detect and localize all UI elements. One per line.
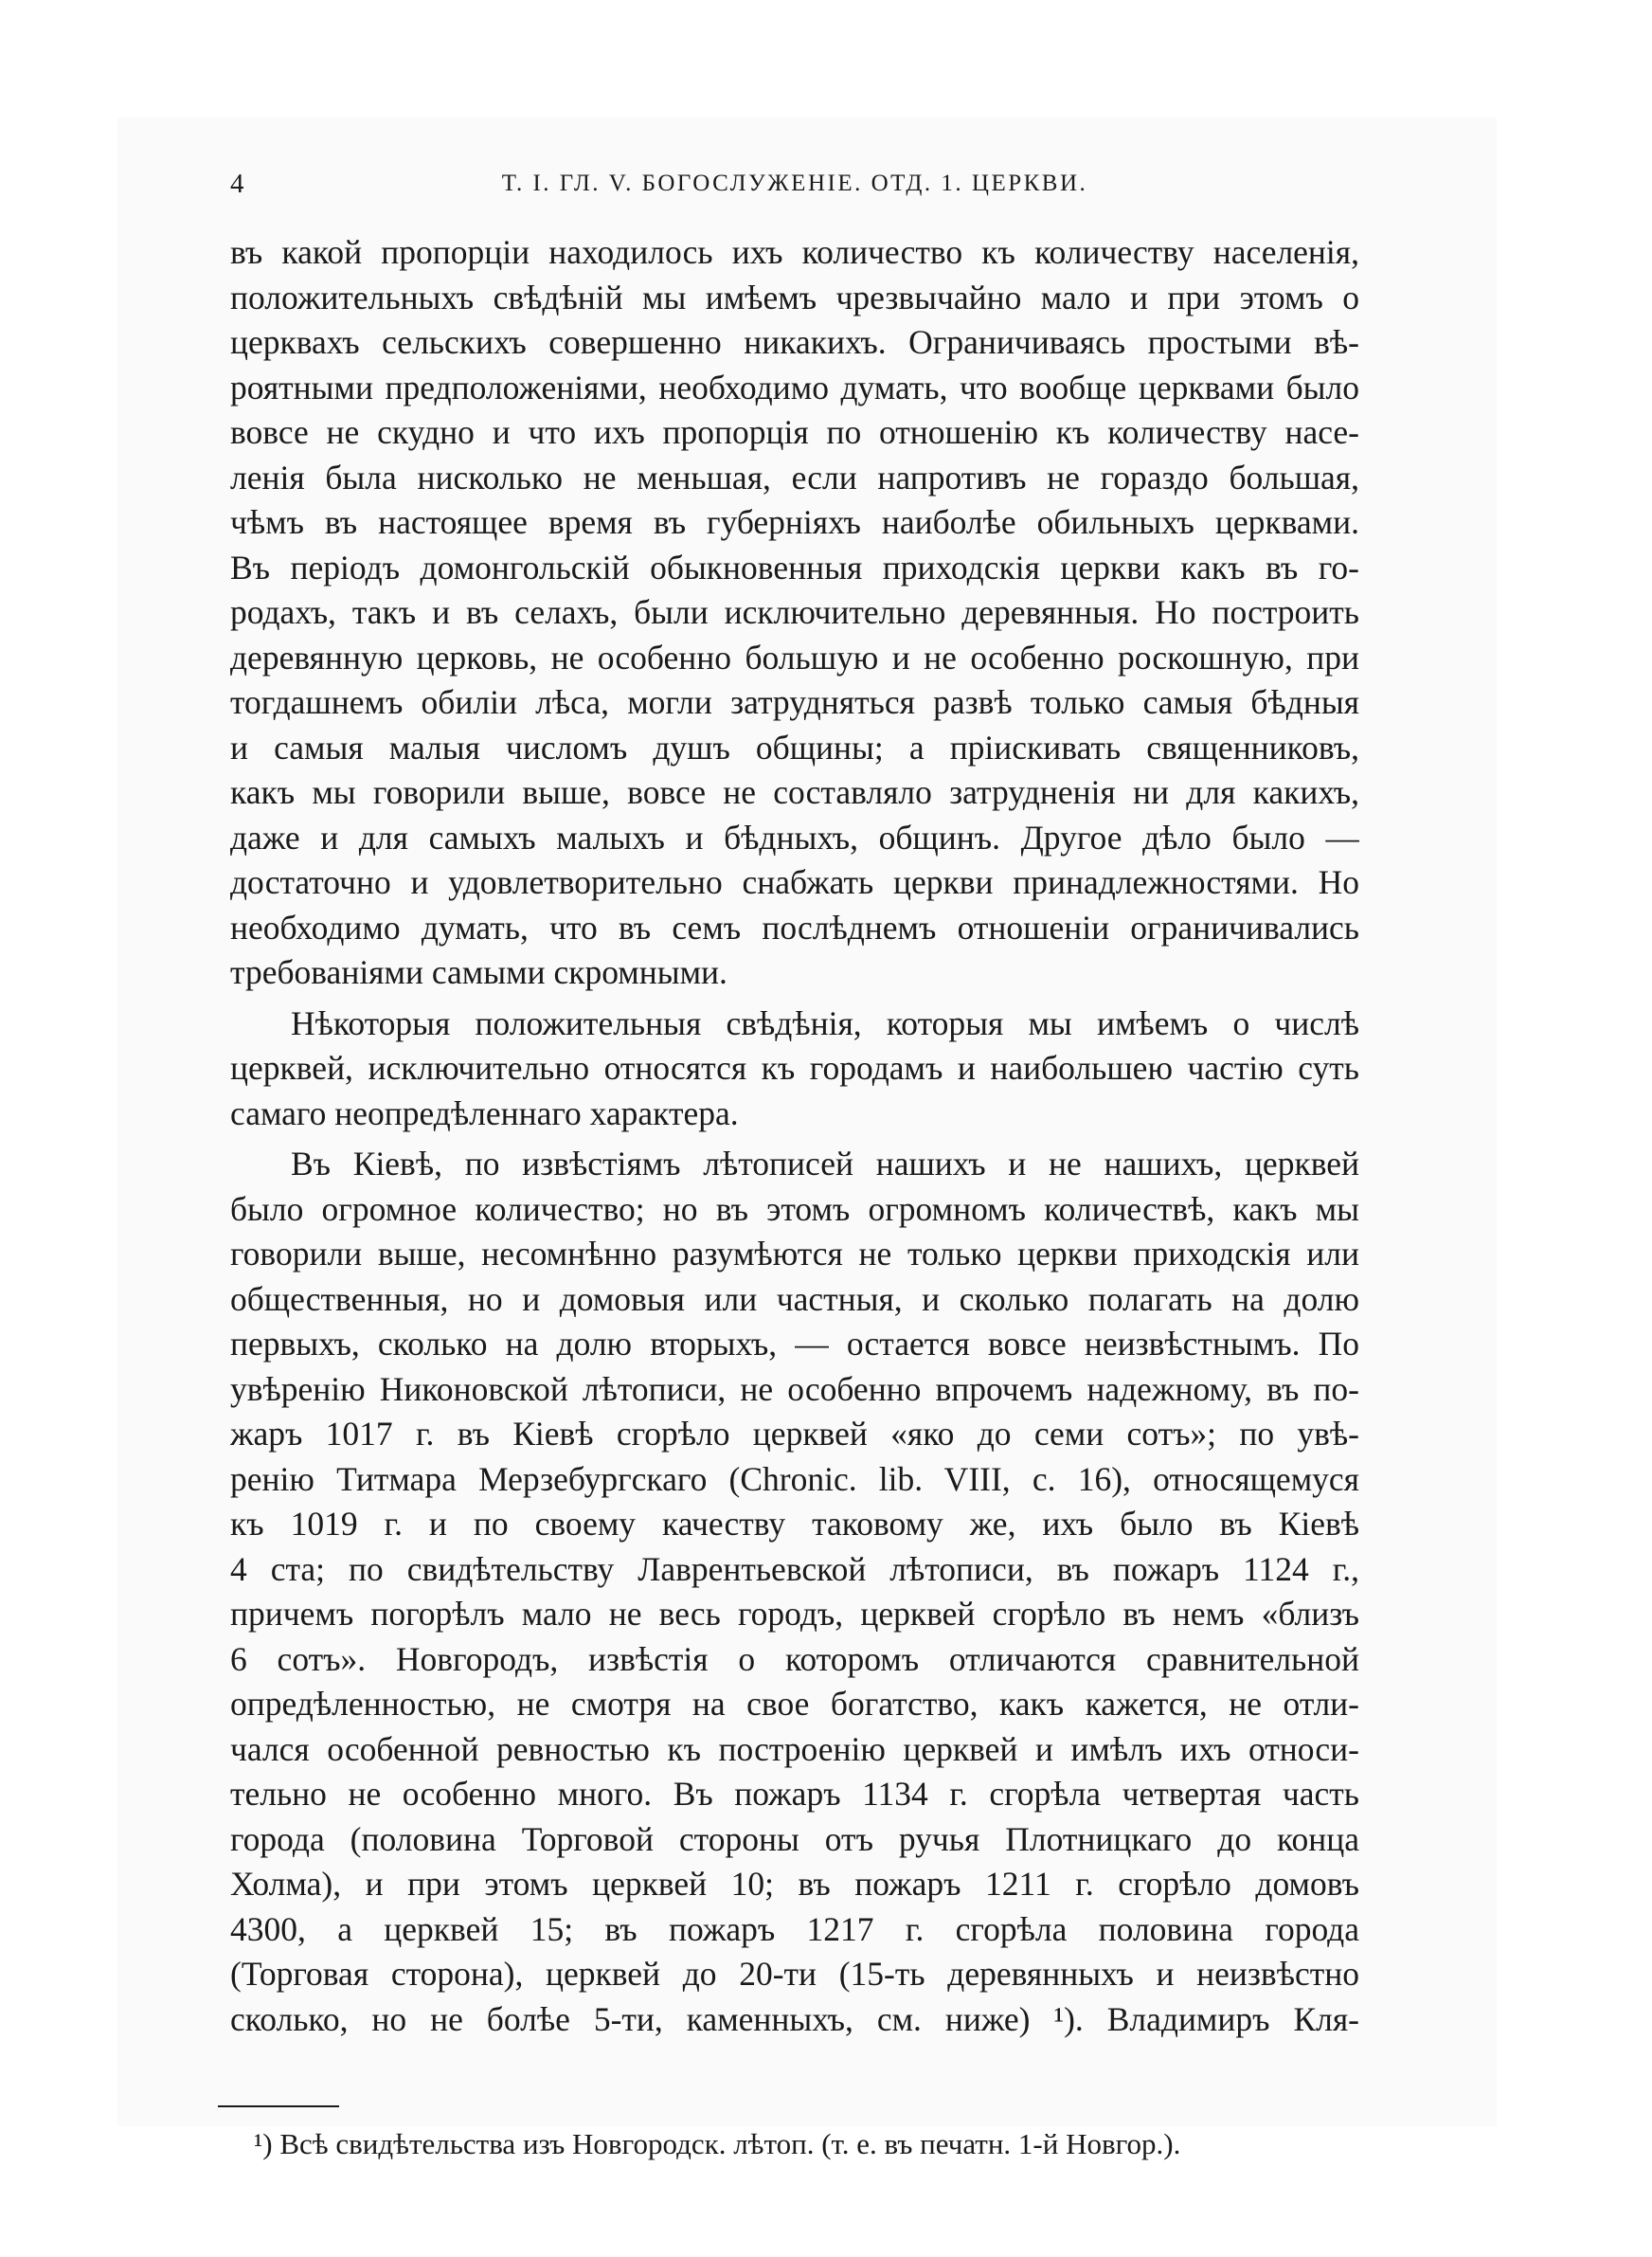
text-line: жаръ 1017 г. въ Кіевѣ сгорѣло церквей «яко до семи сотъ»; по увѣ- (230, 1415, 1359, 1453)
text-line: было огромное количество; но въ этомъ огромномъ количествѣ, какъ мы (230, 1189, 1359, 1228)
page-header (230, 169, 1359, 207)
footnote (254, 2127, 1362, 2161)
text-line: вовсе не скудно и что ихъ пропорція по отношенію къ количеству насе- (230, 413, 1359, 451)
text-line: достаточно и удовлетворительно снабжать церкви принадлежностями. Но (230, 863, 1359, 901)
text-line: въ какой пропорціи находилось ихъ количество къ количеству населенія, (230, 233, 1359, 271)
text-line: положительныхъ свѣдѣній мы имѣемъ чрезвычайно мало и при этомъ о (230, 278, 1359, 316)
text-line: Въ Кіевѣ, по извѣстіямъ лѣтописей нашихъ и не нашихъ, церквей (291, 1145, 1359, 1183)
text-line: самаго неопредѣленнаго характера. (230, 1093, 739, 1132)
text-line: Холма), и при этомъ церквей 10; въ пожаръ 1211 г. сгорѣло домовъ (230, 1865, 1359, 1903)
text-line: тельно не особенно много. Въ пожаръ 1134 г. сгорѣла четвертая часть (230, 1775, 1359, 1813)
text-line: ренію Титмара Мерзебургскаго (Chronic. lib. VIII, c. 16), относящемуся (230, 1459, 1359, 1498)
text-line: церквахъ сельскихъ совершенно никакихъ. Ограничиваясь простыми вѣ- (230, 323, 1359, 361)
text-line: ленія была нисколько не меньшая, если напротивъ не гораздо большая, (230, 458, 1359, 497)
paragraph-1 (230, 230, 1359, 996)
text-line: чѣмъ въ настоящее время въ губерніяхъ наиболѣе обильныхъ церквами. (230, 503, 1359, 541)
paragraph-2 (230, 1002, 1359, 1137)
text-line: первыхъ, сколько на долю вторыхъ, — остается вовсе неизвѣстнымъ. По (230, 1325, 1359, 1363)
page-number: 4 (230, 169, 244, 199)
text-line: какъ мы говорили выше, вовсе не составляло затрудненія ни для какихъ, (230, 773, 1359, 811)
text-line: общественныя, но и домовыя или частныя, и сколько полагать на долю (230, 1279, 1359, 1318)
text-line: говорили выше, несомнѣнно разумѣются не только церкви приходскія или (230, 1235, 1359, 1273)
text-line: деревянную церковь, не особенно большую и не особенно роскошную, при (230, 638, 1359, 677)
text-line: увѣренію Никоновской лѣтописи, не особенно впрочемъ надежному, въ по- (230, 1369, 1359, 1408)
footnote-marker: ¹) (254, 2127, 273, 2160)
text-line: причемъ погорѣлъ мало не весь городъ, церквей сгорѣло въ немъ «близъ (230, 1595, 1359, 1633)
text-line: Въ періодъ домонгольскій обыкновенныя приходскія церкви какъ въ го- (230, 548, 1359, 587)
text-line: чался особенной ревностью къ построенію церквей и имѣлъ ихъ относи- (230, 1729, 1359, 1768)
text-line: родахъ, такъ и въ селахъ, были исключительно деревянныя. Но построить (230, 593, 1359, 631)
paragraph-3 (230, 1142, 1359, 2042)
text-line: сколько, но не болѣе 5-ти, каменныхъ, см. ниже) ¹). Владимиръ Кля- (230, 1999, 1359, 2038)
text-line: необходимо думать, что въ семъ послѣднемъ отношеніи ограничивались (230, 908, 1359, 947)
text-line: опредѣленностью, не смотря на свое богатство, какъ кажется, не отли- (230, 1685, 1359, 1723)
text-line: даже и для самыхъ малыхъ и бѣдныхъ, общинъ. Другое дѣло было — (230, 818, 1359, 857)
footnote-text: Всѣ свидѣтельства изъ Новгородск. лѣтоп. (т. е. въ печатн. 1-й Новгор.). (279, 2127, 1181, 2160)
text-line: церквей, исключительно относятся къ городамъ и наибольшею частію суть (230, 1049, 1359, 1087)
text-line: и самыя малыя числомъ душъ общины; а пріискивать священниковъ, (230, 728, 1359, 767)
text-line: требованіями самыми скромными. (230, 953, 727, 991)
running-title: Т. I. ГЛ. V. БОГОСЛУЖЕНІЕ. ОТД. 1. ЦЕРКВИ. (501, 171, 1088, 196)
body-text (230, 230, 1359, 2042)
text-line: 4 ста; по свидѣтельству Лаврентьевской лѣтописи, въ пожаръ 1124 г., (230, 1549, 1359, 1588)
text-line: къ 1019 г. и по своему качеству таковому же, ихъ было въ Кіевѣ (230, 1505, 1359, 1543)
text-line: тогдашнемъ обиліи лѣса, могли затрудняться развѣ только самыя бѣдныя (230, 683, 1359, 721)
text-line: 6 сотъ». Новгородъ, извѣстія о которомъ отличаются сравнительной (230, 1639, 1359, 1678)
footnote-divider (218, 2105, 339, 2107)
text-line: города (половина Торговой стороны отъ ручья Плотницкаго до конца (230, 1819, 1359, 1858)
text-line: 4300, а церквей 15; въ пожаръ 1217 г. сгорѣла половина города (230, 1909, 1359, 1948)
text-line: Нѣкоторыя положительныя свѣдѣнія, которыя мы имѣемъ о числѣ (291, 1003, 1359, 1042)
text-line: (Торговая сторона), церквей до 20-ти (15-ть деревянныхъ и неизвѣстно (230, 1955, 1359, 1993)
text-line: роятными предположеніями, необходимо думать, что вообще церквами было (230, 368, 1359, 406)
